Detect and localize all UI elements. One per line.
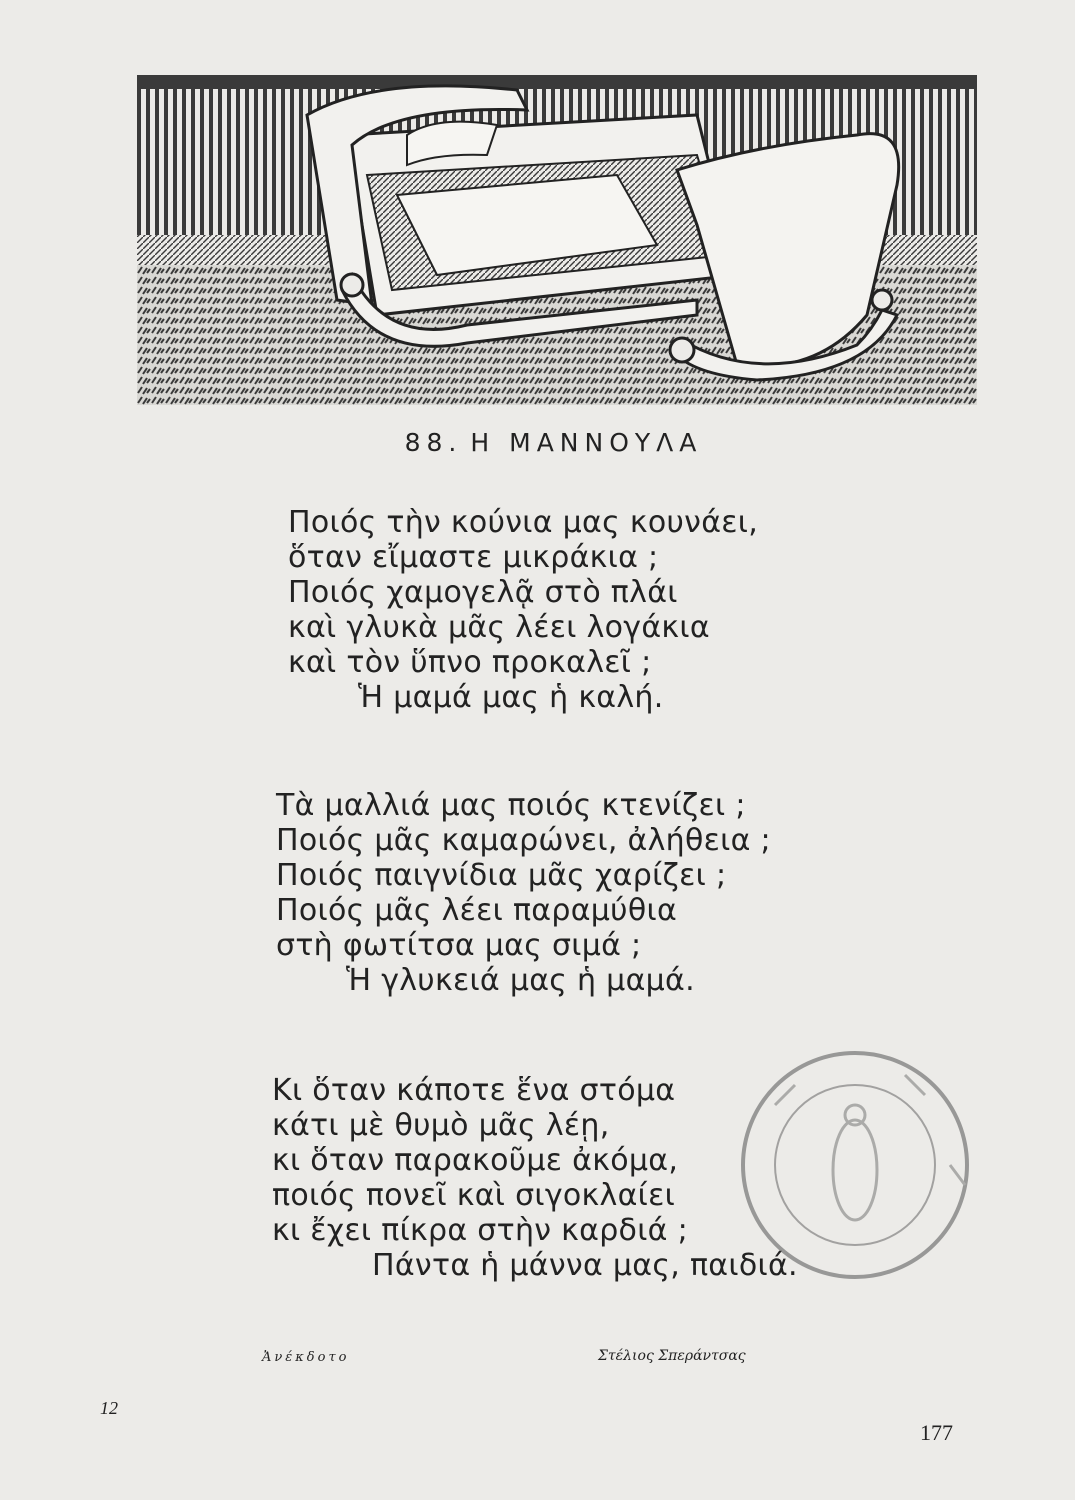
poem-title (0, 428, 1075, 457)
verse-line: Ποιός μᾶς καμαρώνει, ἀλήθεια ; (276, 823, 771, 858)
author-name: Στέλιος Σπεράντσας (598, 1348, 746, 1364)
stanza-2 (276, 788, 771, 998)
verse-line: Κι ὅταν κάποτε ἕνα στόμα (272, 1073, 676, 1108)
verse-line: καὶ γλυκὰ μᾶς λέει λογάκια (288, 610, 710, 645)
verse-line: κι ἔχει πίκρα στὴν καρδιά ; (272, 1213, 688, 1248)
source-note: Ἀνέκδοτο (262, 1350, 350, 1365)
verse-line: ὅταν εἴμαστε μικράκια ; (288, 540, 659, 575)
verse-line: Πάντα ἡ μάννα μας, παιδιά. (372, 1248, 798, 1283)
page-number: 177 (920, 1420, 953, 1445)
poem-number: 88. (404, 428, 463, 457)
verse-line: Ποιός μᾶς λέει παραμύθια (276, 893, 678, 928)
verse-line: ποιός πονεῖ καὶ σιγοκλαίει (272, 1178, 676, 1213)
verse-line: Ποιός τὴν κούνια μας κουνάει, (288, 505, 759, 540)
verse-line: Ποιός χαμογελᾷ στὸ πλάι (288, 575, 678, 610)
verse-line: Τὰ μαλλιά μας ποιός κτενίζει ; (276, 788, 746, 823)
stanza-1 (288, 505, 758, 715)
verse-line: κι ὅταν παρακοῦμε ἀκόμα, (272, 1143, 679, 1178)
verse-line: στὴ φωτίτσα μας σιμά ; (276, 928, 642, 963)
verse-line: κάτι μὲ θυμὸ μᾶς λέῃ, (272, 1108, 610, 1143)
stanza-3 (272, 1073, 798, 1283)
verse-line: καὶ τὸν ὕπνο προκαλεῖ ; (288, 645, 652, 680)
verse-line: Ἡ μαμά μας ἡ καλή. (358, 680, 664, 715)
cradle-illustration (137, 75, 977, 405)
verse-line: Ποιός παιγνίδια μᾶς χαρίζει ; (276, 858, 727, 893)
signature-mark: 12 (100, 1398, 118, 1418)
poem-title-text: Η ΜΑΝΝΟΥΛΑ (470, 428, 703, 457)
library-stamp-seal (735, 1045, 975, 1285)
verse-line: Ἡ γλυκειά μας ἡ μαμά. (346, 963, 695, 998)
